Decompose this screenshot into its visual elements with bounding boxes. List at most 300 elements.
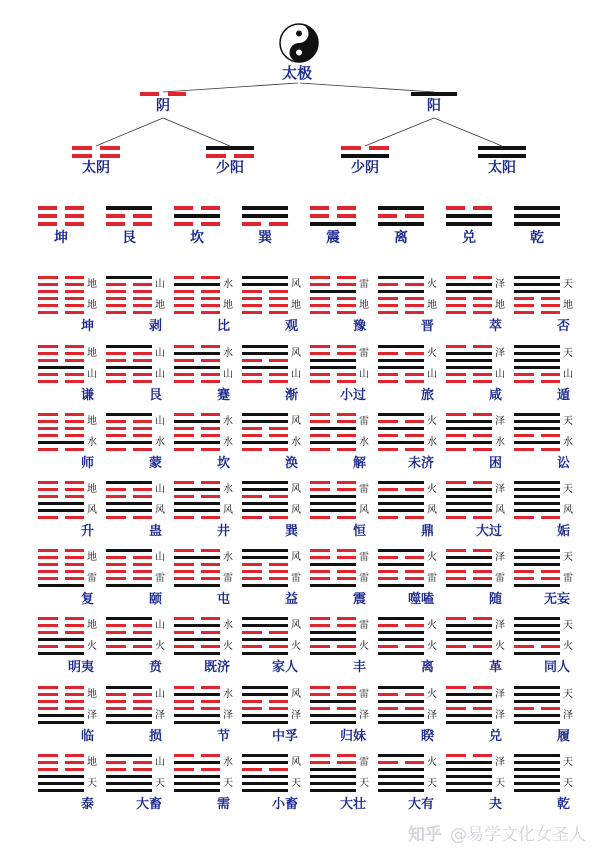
trigram-yao-solid: [446, 222, 492, 226]
level2-yao-broken-left: [206, 154, 226, 158]
hexagram-yao-broken-right: [337, 556, 357, 559]
hexagram-yao-solid: [378, 789, 424, 792]
trigram-yao-broken-right: [133, 214, 152, 218]
hexagram-yao-broken-right: [133, 359, 153, 362]
hexagram-yao-solid: [242, 283, 288, 286]
hexagram-yao-solid: [174, 714, 220, 717]
hexagram-yao-solid: [514, 761, 560, 764]
hexagram-name: 蛊: [148, 524, 162, 539]
hexagram-name: 革: [488, 660, 502, 675]
hexagram-yao-broken-left: [38, 570, 58, 573]
hexagram-yao-broken-left: [174, 577, 194, 580]
lower-trigram-symbol: 水: [223, 437, 233, 448]
hexagram-yao-solid: [378, 502, 424, 505]
hexagram-yao-broken-left: [446, 570, 466, 573]
hexagram-yao-broken-left: [310, 276, 330, 279]
hexagram-name: 离: [420, 660, 434, 675]
hexagram-yao-broken-left: [378, 577, 398, 580]
hexagram-yao-broken-left: [446, 686, 466, 689]
upper-trigram-symbol: 天: [563, 348, 573, 359]
hexagram-name: 萃: [488, 319, 502, 334]
hexagram-yao-solid: [174, 441, 220, 444]
hexagram-yao-broken-right: [269, 304, 289, 307]
hexagram-yao-broken-right: [405, 283, 425, 286]
hexagram-yao-broken-left: [514, 570, 534, 573]
hexagram-name: 观: [284, 319, 298, 334]
hexagram-yao-broken-left: [174, 631, 194, 634]
hexagram-yao-solid: [310, 631, 356, 634]
connector: [365, 118, 434, 146]
hexagram-yao-solid: [242, 556, 288, 559]
hexagram-yao-solid: [514, 638, 560, 641]
lower-trigram-symbol: 火: [563, 641, 573, 652]
hexagram-name: 旅: [420, 388, 434, 403]
trigram-label: 坎: [190, 230, 204, 246]
lower-trigram-symbol: 雷: [223, 573, 233, 584]
hexagram-yao-solid: [242, 686, 288, 689]
lower-trigram-symbol: 地: [359, 300, 369, 311]
hexagram-name: 蹇: [216, 388, 230, 403]
hexagram-yao-broken-right: [201, 754, 221, 757]
hexagram-yao-solid: [38, 638, 84, 641]
hexagram-yao-solid: [514, 775, 560, 778]
hexagram-yao-broken-left: [174, 700, 194, 703]
hexagram-yao-solid: [242, 509, 288, 512]
hexagram-yao-broken-right: [337, 686, 357, 689]
hexagram-yao-broken-left: [310, 645, 330, 648]
hexagram-yao-solid: [514, 283, 560, 286]
hexagram-name: 遁: [556, 388, 570, 403]
hexagram-yao-broken-left: [38, 413, 58, 416]
hexagram-yao-broken-right: [473, 304, 493, 307]
hexagram-yao-solid: [514, 721, 560, 724]
hexagram-yao-solid: [38, 714, 84, 717]
hexagram-yao-broken-left: [242, 448, 262, 451]
hexagram-yao-broken-right: [473, 345, 493, 348]
hexagram-yao-broken-right: [133, 448, 153, 451]
hexagram-yao-solid: [106, 413, 152, 416]
hexagram-yao-broken-right: [405, 420, 425, 423]
hexagram-yao-solid: [378, 290, 424, 293]
hexagram-yao-solid: [514, 556, 560, 559]
hexagram-yao-broken-left: [38, 488, 58, 491]
hexagram-name: 泰: [80, 797, 94, 812]
hexagram-yao-broken-right: [201, 427, 221, 430]
upper-trigram-symbol: 雷: [359, 689, 369, 700]
trigram-yao-broken-left: [242, 222, 261, 226]
level1-label: 阴: [156, 98, 170, 114]
upper-trigram-symbol: 山: [155, 552, 165, 563]
hexagram-yao-broken-left: [310, 624, 330, 627]
hexagram-yao-broken-left: [310, 516, 330, 519]
hexagram-yao-solid: [242, 481, 288, 484]
lower-trigram-symbol: 天: [563, 778, 573, 789]
trigram-yao-solid: [446, 214, 492, 218]
hexagram-yao-broken-right: [201, 413, 221, 416]
hexagram-yao-broken-left: [38, 495, 58, 498]
hexagram-yao-solid: [446, 366, 492, 369]
hexagram-yao-broken-left: [38, 311, 58, 314]
hexagram-yao-broken-left: [242, 516, 262, 519]
hexagram-yao-solid: [242, 488, 288, 491]
hexagram-yao-broken-right: [405, 693, 425, 696]
hexagram-yao-broken-left: [106, 297, 126, 300]
hexagram-name: 蒙: [148, 456, 162, 471]
hexagram-yao-broken-left: [106, 707, 126, 710]
hexagram-yao-broken-left: [174, 380, 194, 383]
upper-trigram-symbol: 地: [87, 757, 97, 768]
hexagram-yao-broken-right: [337, 311, 357, 314]
hexagram-name: 否: [556, 319, 570, 334]
hexagram-yao-broken-right: [65, 754, 85, 757]
hexagram-yao-solid: [242, 775, 288, 778]
hexagram-yao-solid: [446, 509, 492, 512]
hexagram-yao-broken-right: [201, 707, 221, 710]
hexagram-yao-broken-right: [65, 345, 85, 348]
hexagram-yao-solid: [378, 366, 424, 369]
hexagram-name: 大畜: [135, 797, 162, 812]
hexagram-yao-broken-right: [201, 549, 221, 552]
hexagram-yao-solid: [514, 488, 560, 491]
trigram-yao-broken-right: [337, 214, 356, 218]
level2-label: 少阳: [216, 160, 244, 176]
hexagram-yao-solid: [378, 549, 424, 552]
hexagram-yao-broken-left: [446, 754, 466, 757]
hexagram-yao-broken-left: [106, 556, 126, 559]
hexagram-yao-solid: [310, 441, 356, 444]
hexagram-yao-broken-right: [133, 645, 153, 648]
hexagram-yao-broken-left: [378, 448, 398, 451]
hexagram-name: 家人: [271, 660, 298, 675]
hexagram-yao-broken-left: [38, 563, 58, 566]
hexagram-yao-broken-left: [242, 380, 262, 383]
hexagram-yao-broken-right: [337, 754, 357, 757]
hexagram-yao-broken-left: [174, 549, 194, 552]
hexagram-yao-solid: [514, 624, 560, 627]
upper-trigram-symbol: 风: [291, 689, 301, 700]
hexagram-name: 谦: [80, 388, 94, 403]
level1-yao-broken-left: [140, 92, 159, 96]
hexagram-yao-broken-left: [514, 516, 534, 519]
hexagram-yao-broken-left: [446, 549, 466, 552]
hexagram-yao-broken-left: [378, 311, 398, 314]
hexagram-yao-broken-right: [541, 645, 561, 648]
hexagram-yao-broken-right: [269, 297, 289, 300]
hexagram-name: 咸: [488, 388, 502, 403]
lower-trigram-symbol: 雷: [563, 573, 573, 584]
lower-trigram-symbol: 山: [563, 369, 573, 380]
hexagram-yao-broken-right: [269, 563, 289, 566]
hexagram-yao-solid: [310, 495, 356, 498]
hexagram-yao-broken-right: [201, 686, 221, 689]
hexagram-yao-solid: [242, 721, 288, 724]
hexagram-yao-broken-right: [65, 304, 85, 307]
trigram-yao-solid: [378, 222, 424, 226]
hexagram-yao-broken-left: [106, 645, 126, 648]
hexagram-name: 大有: [407, 797, 434, 812]
hexagram-yao-solid: [514, 652, 560, 655]
hexagram-yao-solid: [378, 495, 424, 498]
hexagram-yao-broken-left: [310, 297, 330, 300]
hexagram-yao-solid: [378, 509, 424, 512]
hexagram-name: 剥: [148, 319, 162, 334]
lower-trigram-symbol: 山: [87, 369, 97, 380]
hexagram-yao-broken-right: [473, 686, 493, 689]
hexagram-yao-broken-left: [310, 481, 330, 484]
hexagram-yao-solid: [446, 693, 492, 696]
hexagram-yao-broken-right: [65, 434, 85, 437]
hexagram-yao-broken-right: [269, 311, 289, 314]
hexagram-yao-broken-left: [514, 645, 534, 648]
hexagram-yao-solid: [446, 775, 492, 778]
hexagram-yao-broken-right: [337, 624, 357, 627]
lower-trigram-symbol: 水: [427, 437, 437, 448]
lower-trigram-symbol: 水: [291, 437, 301, 448]
hexagram-yao-solid: [310, 775, 356, 778]
upper-trigram-symbol: 泽: [495, 416, 505, 427]
hexagram-yao-broken-left: [310, 570, 330, 573]
hexagram-yao-broken-right: [65, 380, 85, 383]
hexagram-name: 涣: [284, 456, 298, 471]
hexagram-yao-broken-right: [65, 373, 85, 376]
hexagram-yao-broken-right: [201, 448, 221, 451]
hexagram-yao-broken-left: [174, 516, 194, 519]
hexagram-yao-broken-left: [174, 495, 194, 498]
hexagram-yao-solid: [106, 276, 152, 279]
hexagram-name: 鼎: [420, 524, 434, 539]
lower-trigram-symbol: 地: [223, 300, 233, 311]
level2-yao-broken-right: [369, 146, 389, 150]
upper-trigram-symbol: 水: [223, 620, 233, 631]
hexagram-yao-broken-right: [201, 434, 221, 437]
lower-trigram-symbol: 风: [495, 505, 505, 516]
hexagram-yao-broken-left: [310, 283, 330, 286]
hexagram-yao-broken-right: [65, 617, 85, 620]
hexagram-yao-broken-right: [65, 700, 85, 703]
hexagram-yao-broken-left: [310, 693, 330, 696]
hexagram-yao-solid: [242, 352, 288, 355]
hexagram-yao-broken-right: [473, 577, 493, 580]
trigram-label: 艮: [122, 230, 136, 246]
lower-trigram-symbol: 泽: [359, 710, 369, 721]
hexagram-yao-solid: [514, 427, 560, 430]
lower-trigram-symbol: 火: [155, 641, 165, 652]
hexagram-yao-broken-left: [38, 481, 58, 484]
hexagram-yao-solid: [174, 420, 220, 423]
hexagram-yao-solid: [310, 290, 356, 293]
watermark: [408, 827, 586, 844]
trigram-yao-solid: [242, 214, 288, 218]
hexagram-yao-broken-left: [378, 556, 398, 559]
hexagram-yao-broken-right: [541, 380, 561, 383]
hexagram-yao-broken-left: [106, 631, 126, 634]
hexagram-yao-solid: [446, 624, 492, 627]
hexagram-yao-broken-left: [514, 304, 534, 307]
hexagram-yao-solid: [514, 789, 560, 792]
hexagram-yao-broken-right: [133, 563, 153, 566]
lower-trigram-symbol: 风: [155, 505, 165, 516]
hexagram-yao-solid: [514, 549, 560, 552]
hexagram-yao-solid: [378, 617, 424, 620]
hexagram-yao-solid: [446, 721, 492, 724]
hexagram-yao-broken-left: [310, 448, 330, 451]
hexagram-yao-broken-right: [65, 563, 85, 566]
hexagram-yao-broken-left: [106, 700, 126, 703]
hexagram-yao-broken-left: [106, 380, 126, 383]
hexagram-yao-broken-left: [38, 373, 58, 376]
trigram-yao-broken-right: [65, 222, 84, 226]
hexagram-yao-broken-left: [310, 686, 330, 689]
taiji-label: 太极: [282, 64, 313, 82]
hexagram-yao-broken-right: [337, 297, 357, 300]
hexagram-yao-broken-right: [541, 570, 561, 573]
hexagram-yao-solid: [310, 721, 356, 724]
hexagram-name: 大壮: [339, 797, 366, 812]
hexagram-yao-broken-left: [446, 645, 466, 648]
watermark-author: @易学文化女圣人: [450, 825, 586, 845]
hexagram-name: 未济: [407, 456, 434, 471]
upper-trigram-symbol: 水: [223, 689, 233, 700]
hexagram-yao-solid: [378, 652, 424, 655]
upper-trigram-symbol: 风: [291, 484, 301, 495]
hexagram-yao-solid: [242, 420, 288, 423]
hexagram-yao-solid: [242, 413, 288, 416]
hexagram-yao-broken-right: [65, 645, 85, 648]
trigram-yao-broken-right: [405, 214, 424, 218]
hexagram-yao-broken-right: [65, 624, 85, 627]
upper-trigram-symbol: 地: [87, 279, 97, 290]
lower-trigram-symbol: 风: [359, 505, 369, 516]
hexagram-yao-broken-right: [269, 768, 289, 771]
hexagram-yao-broken-right: [473, 276, 493, 279]
upper-trigram-symbol: 泽: [495, 689, 505, 700]
hexagram-yao-broken-right: [405, 380, 425, 383]
hexagram-yao-broken-right: [269, 570, 289, 573]
hexagram-yao-broken-right: [133, 768, 153, 771]
hexagram-yao-solid: [106, 366, 152, 369]
hexagram-yao-broken-right: [473, 617, 493, 620]
hexagram-yao-solid: [446, 700, 492, 703]
lower-trigram-symbol: 风: [223, 505, 233, 516]
trigram-yao-solid: [242, 206, 288, 210]
lower-trigram-symbol: 火: [427, 641, 437, 652]
hexagram-yao-broken-right: [65, 276, 85, 279]
hexagram-yao-broken-right: [201, 290, 221, 293]
lower-trigram-symbol: 泽: [291, 710, 301, 721]
hexagram-yao-broken-left: [106, 427, 126, 430]
hexagram-yao-broken-right: [337, 283, 357, 286]
hexagram-yao-broken-left: [310, 617, 330, 620]
hexagram-yao-broken-right: [337, 693, 357, 696]
hexagram-yao-broken-right: [201, 495, 221, 498]
hexagram-yao-solid: [514, 754, 560, 757]
hexagram-yao-broken-left: [242, 495, 262, 498]
trigram-yao-solid: [174, 214, 220, 218]
hexagram-yao-broken-right: [65, 359, 85, 362]
trigram-yao-broken-right: [269, 222, 288, 226]
hexagram-yao-broken-right: [337, 380, 357, 383]
trigram-label: 兑: [462, 230, 476, 246]
hexagram-yao-broken-right: [133, 761, 153, 764]
hexagram-yao-solid: [446, 563, 492, 566]
hexagram-yao-broken-right: [201, 645, 221, 648]
upper-trigram-symbol: 火: [427, 552, 437, 563]
hexagram-yao-broken-right: [201, 481, 221, 484]
hexagram-yao-broken-left: [38, 290, 58, 293]
lower-trigram-symbol: 雷: [291, 573, 301, 584]
hexagram-yao-broken-right: [201, 570, 221, 573]
hexagram-yao-broken-left: [514, 577, 534, 580]
hexagram-yao-broken-right: [133, 297, 153, 300]
trigram-yao-solid: [310, 222, 356, 226]
hexagram-yao-broken-right: [133, 556, 153, 559]
hexagram-yao-solid: [174, 789, 220, 792]
hexagram-yao-broken-left: [242, 290, 262, 293]
hexagram-yao-broken-right: [201, 631, 221, 634]
hexagram-yao-broken-left: [106, 311, 126, 314]
hexagram-yao-broken-left: [174, 427, 194, 430]
hexagram-name: 恒: [352, 524, 366, 539]
hexagram-yao-solid: [174, 761, 220, 764]
upper-trigram-symbol: 泽: [495, 279, 505, 290]
hexagram-yao-solid: [38, 775, 84, 778]
hexagram-yao-broken-left: [38, 693, 58, 696]
hexagram-yao-solid: [378, 782, 424, 785]
lower-trigram-symbol: 水: [155, 437, 165, 448]
hexagram-yao-broken-left: [378, 297, 398, 300]
upper-trigram-symbol: 山: [155, 416, 165, 427]
hexagram-yao-solid: [38, 584, 84, 587]
hexagram-yao-broken-left: [514, 707, 534, 710]
hexagram-yao-solid: [106, 652, 152, 655]
hexagram-yao-broken-right: [473, 707, 493, 710]
lower-trigram-symbol: 地: [495, 300, 505, 311]
hexagram-yao-solid: [310, 652, 356, 655]
hexagram-yao-broken-left: [310, 549, 330, 552]
hexagram-yao-solid: [378, 584, 424, 587]
hexagram-yao-solid: [106, 789, 152, 792]
hexagram-yao-solid: [310, 509, 356, 512]
hexagram-yao-broken-right: [541, 707, 561, 710]
hexagram-name: 困: [488, 456, 502, 471]
hexagram-yao-broken-left: [310, 754, 330, 757]
hexagram-yao-broken-left: [446, 345, 466, 348]
hexagram-yao-solid: [174, 652, 220, 655]
hexagram-yao-broken-right: [133, 434, 153, 437]
hexagram-yao-broken-right: [65, 481, 85, 484]
hexagram-yao-broken-right: [405, 488, 425, 491]
hexagram-yao-broken-left: [174, 768, 194, 771]
hexagram-yao-solid: [378, 775, 424, 778]
hexagram-yao-broken-left: [446, 434, 466, 437]
hexagram-yao-solid: [446, 789, 492, 792]
hexagram-yao-broken-left: [174, 686, 194, 689]
hexagram-yao-broken-right: [133, 304, 153, 307]
hexagram-name: 损: [148, 729, 162, 744]
hexagram-yao-solid: [446, 441, 492, 444]
hexagram-yao-solid: [514, 352, 560, 355]
hexagram-yao-broken-right: [65, 448, 85, 451]
upper-trigram-symbol: 山: [155, 757, 165, 768]
hexagram-yao-solid: [514, 481, 560, 484]
hexagram-yao-solid: [310, 714, 356, 717]
hexagram-yao-broken-left: [174, 297, 194, 300]
hexagram-yao-broken-left: [378, 373, 398, 376]
level2-yao-broken-left: [72, 154, 92, 158]
hexagram-yao-broken-left: [242, 373, 262, 376]
hexagram-yao-broken-right: [269, 290, 289, 293]
hexagram-yao-solid: [174, 352, 220, 355]
